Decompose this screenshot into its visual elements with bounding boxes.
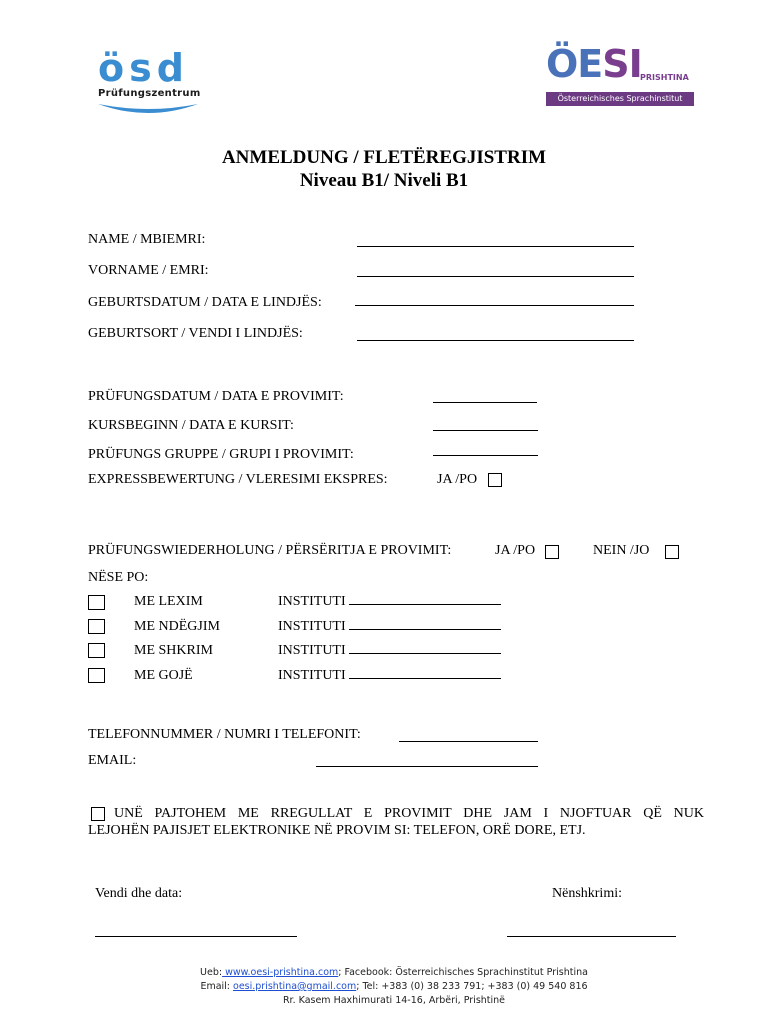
email-field[interactable] — [316, 766, 538, 767]
gruppe-field[interactable] — [433, 455, 538, 456]
osd-logo-wordmark: ösd — [98, 46, 189, 90]
oesi-logo — [544, 42, 698, 110]
agreement-text-line1: UNË PAJTOHEM ME RREGULLAT E PROVIMIT DHE JAM I NJOFTUAR QË NUK — [114, 806, 704, 821]
phone-label: TELEFONNUMMER / NUMRI I TELEFONIT: — [88, 727, 361, 742]
module-shkrim-label: ME SHKRIM — [134, 643, 213, 658]
name-label: NAME / MBIEMRI: — [88, 232, 206, 247]
module-goje-instituti: INSTITUTI — [278, 668, 501, 684]
pruefungsdatum-label: PRÜFUNGSDATUM / DATA E PROVIMIT: — [88, 389, 344, 404]
express-ja-checkbox[interactable] — [488, 473, 502, 487]
place-date-label: Vendi dhe data: — [95, 886, 183, 901]
vorname-label: VORNAME / EMRI: — [88, 263, 209, 278]
module-goje-checkbox[interactable] — [88, 668, 105, 683]
gruppe-label: PRÜFUNGS GRUPPE / GRUPI I PROVIMIT: — [88, 447, 354, 462]
vorname-field[interactable] — [357, 276, 634, 277]
pruefungsdatum-field[interactable] — [433, 402, 537, 403]
agreement-text-line2: LEJOHËN PAJISJET ELEKTRONIKE NË PROVIM SI: TELEFON, ORË DORE, ETJ. — [88, 823, 586, 838]
module-goje-label: ME GOJË — [134, 668, 193, 683]
module-lexim-label: ME LEXIM — [134, 594, 203, 609]
express-ja-label: JA /PO — [437, 472, 478, 487]
module-shkrim-instituti: INSTITUTI — [278, 643, 501, 659]
repeat-label: PRÜFUNGSWIEDERHOLUNG / PËRSËRITJA E PROVIMIT: — [88, 543, 452, 558]
nese-po-label: NËSE PO: — [88, 570, 149, 585]
agreement-checkbox[interactable] — [91, 807, 105, 821]
email-label: EMAIL: — [88, 753, 137, 768]
phone-field[interactable] — [399, 741, 538, 742]
module-ndegjim-instituti-field[interactable] — [349, 629, 501, 630]
footer-email: Email: oesi.prishtina@gmail.com; Tel: +383 (0) 38 233 791; +383 (0) 49 540 816 — [200, 981, 588, 992]
geburtsdatum-field[interactable] — [355, 305, 634, 306]
name-field[interactable] — [357, 246, 634, 247]
footer-web-link[interactable]: www.oesi-prishtina.com — [222, 967, 339, 978]
oesi-logo-wordmark: ÖESI — [546, 42, 642, 86]
express-label: EXPRESSBEWERTUNG / VLERESIMI EKSPRES: — [88, 472, 388, 487]
module-ndegjim-checkbox[interactable] — [88, 619, 105, 634]
oesi-logo-bar: Österreichisches Sprachinstitut — [546, 92, 694, 106]
form-title: ANMELDUNG / FLETËREGJISTRIM — [221, 147, 547, 168]
module-lexim-instituti-field[interactable] — [349, 604, 501, 605]
osd-swoosh-icon — [96, 100, 200, 118]
repeat-ja-label: JA /PO — [495, 543, 536, 558]
footer-address: Rr. Kasem Haxhimurati 14-16, Arbëri, Prishtinë — [282, 995, 506, 1006]
form-subtitle: Niveau B1/ Niveli B1 — [299, 170, 469, 191]
osd-logo-subtitle: Prüfungszentrum — [98, 88, 201, 99]
module-goje-instituti-field[interactable] — [349, 678, 501, 679]
module-lexim-instituti: INSTITUTI — [278, 594, 501, 610]
signature-label: Nënshkrimi: — [552, 886, 622, 901]
module-lexim-checkbox[interactable] — [88, 595, 105, 610]
kursbeginn-label: KURSBEGINN / DATA E KURSIT: — [88, 418, 294, 433]
geburtsort-label: GEBURTSORT / VENDI I LINDJËS: — [88, 326, 303, 341]
geburtsdatum-label: GEBURTSDATUM / DATA E LINDJËS: — [88, 295, 322, 310]
place-date-field[interactable] — [95, 936, 297, 937]
footer-email-link[interactable]: oesi.prishtina@gmail.com — [233, 981, 357, 992]
module-shkrim-checkbox[interactable] — [88, 643, 105, 658]
footer-web: Ueb: www.oesi-prishtina.com; Facebook: Österreichisches Sprachinstitut Prishtina — [200, 967, 588, 978]
module-ndegjim-instituti: INSTITUTI — [278, 619, 501, 635]
signature-field[interactable] — [507, 936, 676, 937]
oesi-logo-city: PRISHTINA — [640, 73, 689, 82]
module-ndegjim-label: ME NDËGJIM — [134, 619, 220, 634]
kursbeginn-field[interactable] — [433, 430, 538, 431]
repeat-nein-checkbox[interactable] — [665, 545, 679, 559]
geburtsort-field[interactable] — [357, 340, 634, 341]
repeat-nein-label: NEIN /JO — [593, 543, 650, 558]
osd-logo — [92, 46, 202, 120]
repeat-ja-checkbox[interactable] — [545, 545, 559, 559]
module-shkrim-instituti-field[interactable] — [349, 653, 501, 654]
